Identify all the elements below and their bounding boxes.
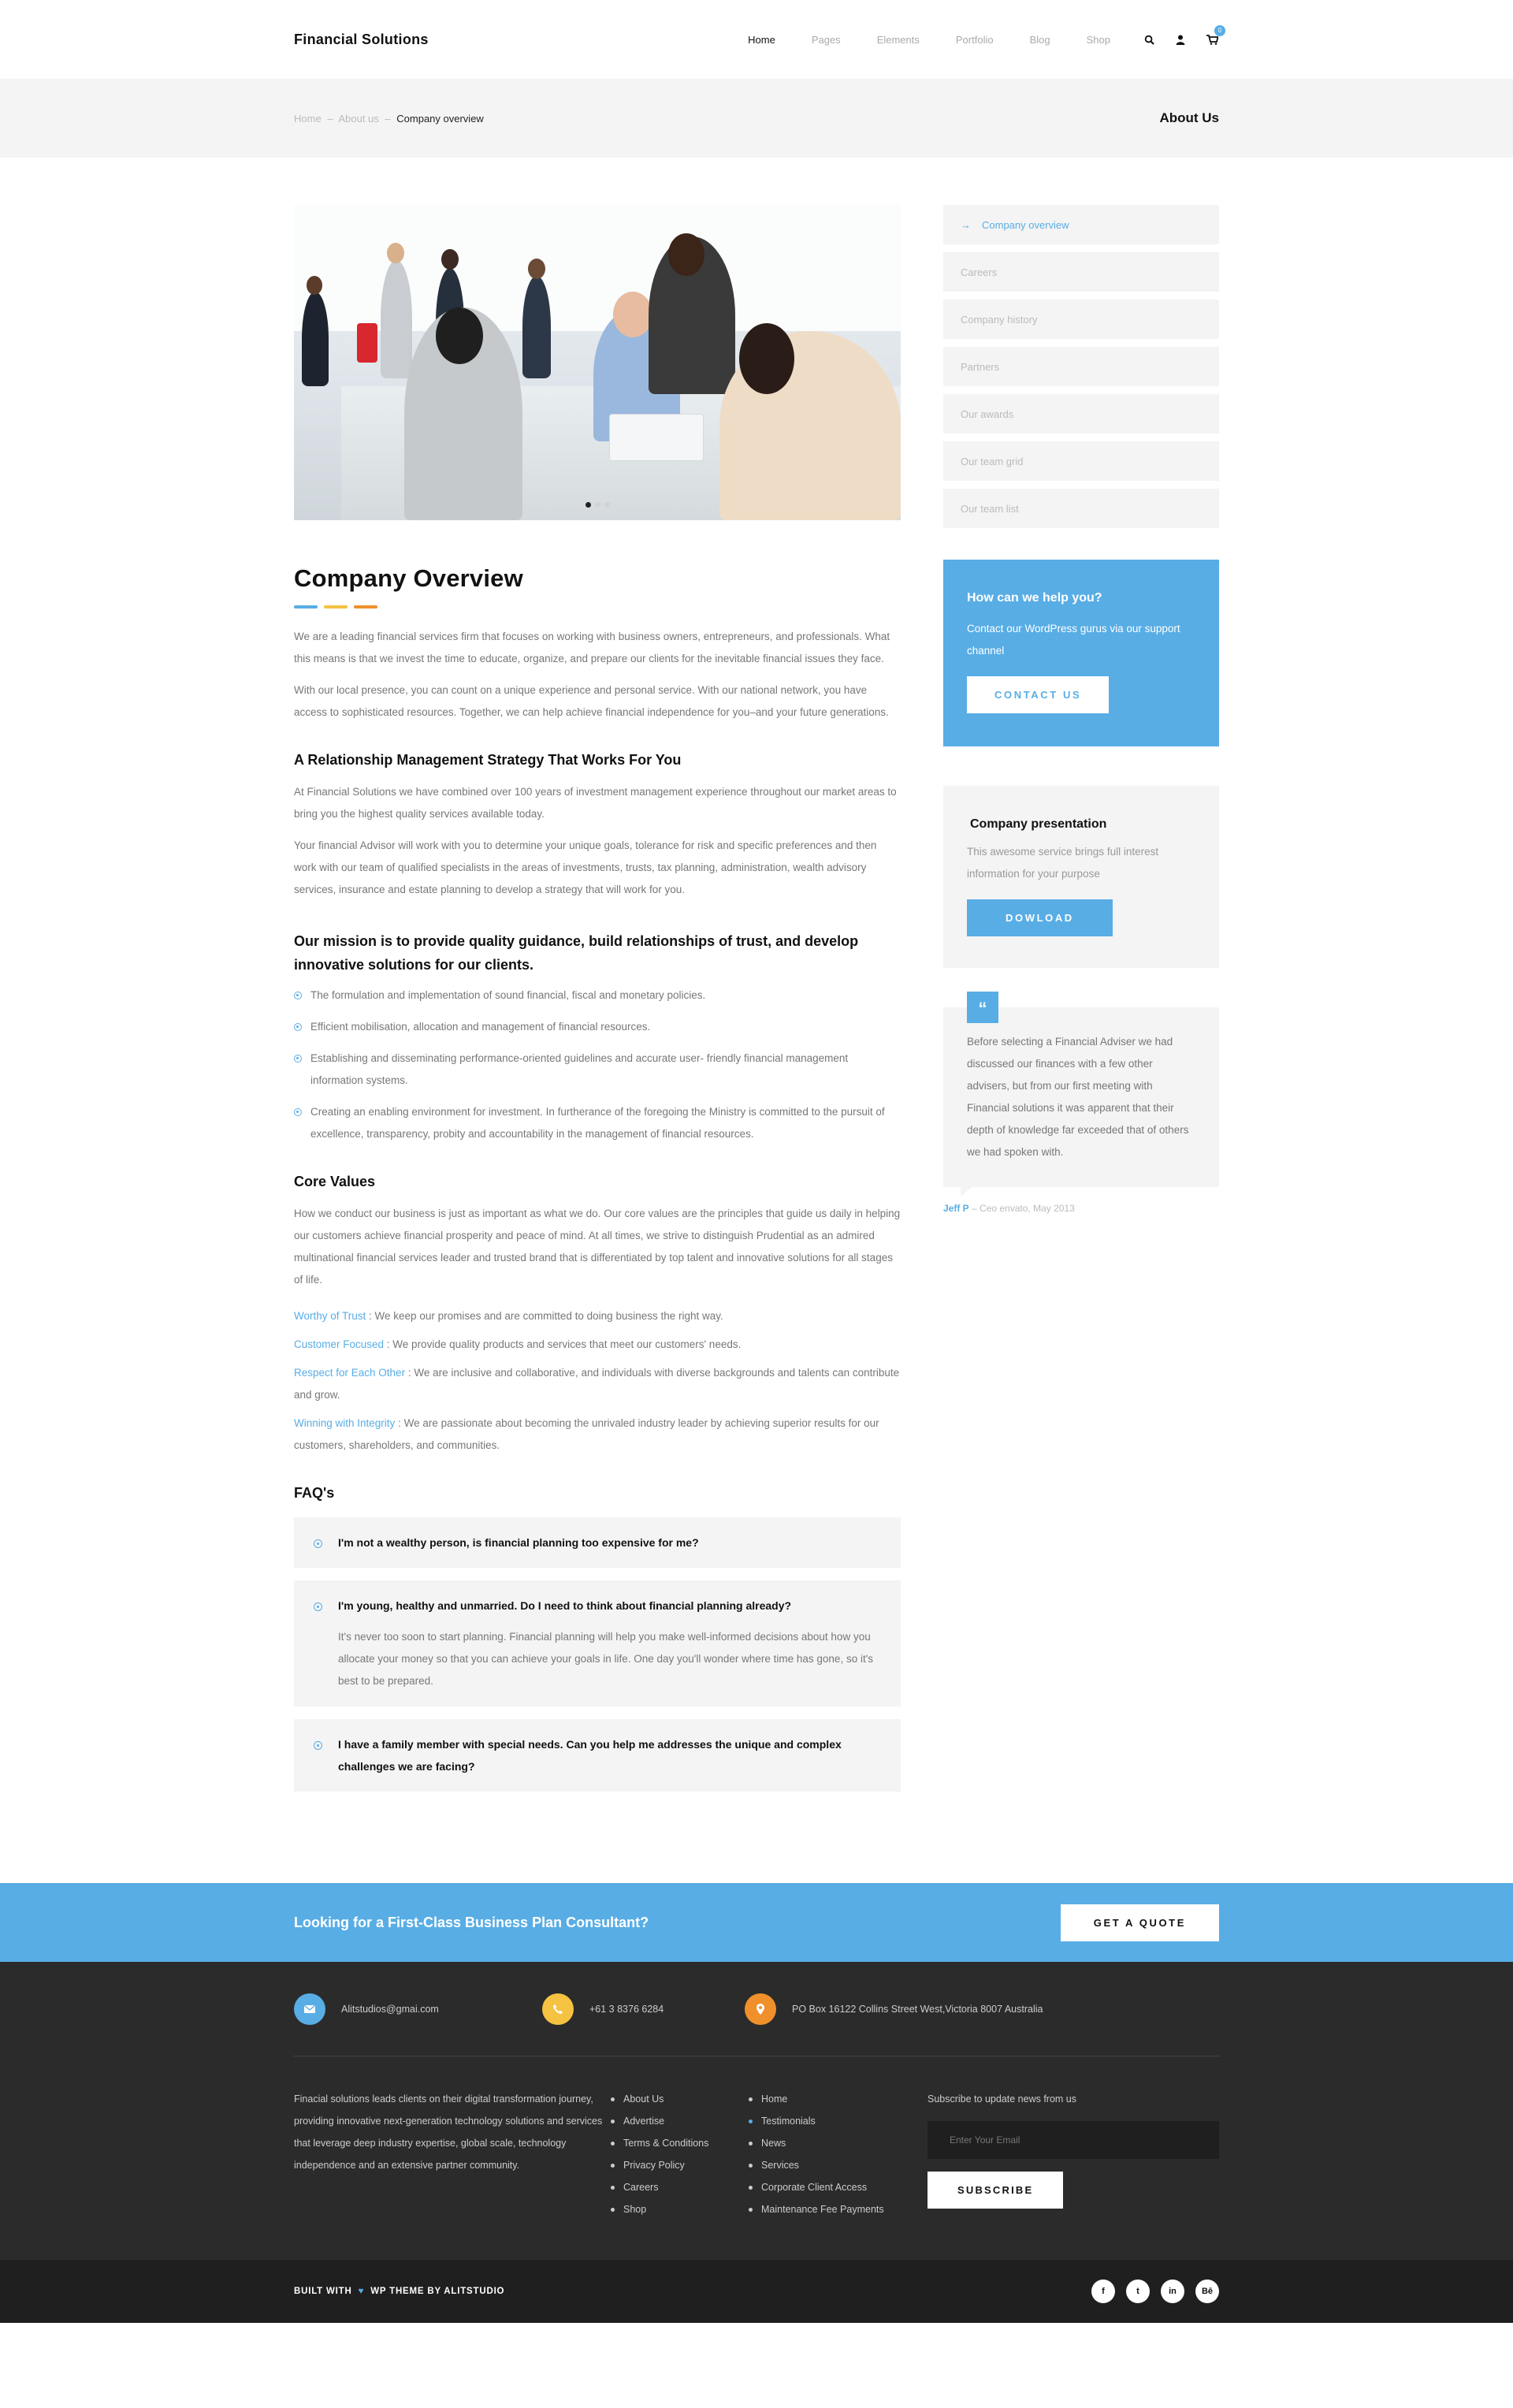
faq-item[interactable] bbox=[294, 1719, 901, 1792]
strategy-paragraph-2: Your financial Advisor will work with you to determine your unique goals, tolerance for risk and specific preferences and then work with our team of qualified specialists in the areas of investments, trusts, tax planning, administration, wealth advisory services, insurance and estate planning to develop a strategy that will work for you. bbox=[294, 839, 877, 895]
footer-link[interactable]: Shop bbox=[609, 2198, 747, 2220]
contact-address-text: PO Box 16122 Collins Street West,Victoria 8007 Australia bbox=[792, 2003, 1043, 2015]
help-text: Contact our WordPress gurus via our support channel bbox=[967, 623, 1180, 657]
author-meta: – Ceo envato, May 2013 bbox=[968, 1203, 1075, 1214]
value-key[interactable]: Respect for Each Other bbox=[294, 1367, 406, 1379]
linkedin-icon[interactable]: in bbox=[1161, 2280, 1184, 2303]
download-button[interactable]: DOWLOAD bbox=[967, 899, 1113, 936]
footer-link[interactable]: Home bbox=[747, 2088, 920, 2110]
sidebar-item-company-overview[interactable] bbox=[943, 205, 1219, 244]
twitter-icon[interactable]: t bbox=[1126, 2280, 1150, 2303]
search-icon[interactable] bbox=[1142, 32, 1156, 47]
sidebar-item-label: Company overview bbox=[982, 218, 1069, 231]
core-values-paragraph: How we conduct our business is just as important as what we do. Our core values are the principles that guide us daily in helping our customers achieve financial prosperity and peace of mind. At all times, we strive to distinguish Prudential as an admired multinational financial services leader and trusted brand that is differentiated by top talent and innovative solutions for all stages of life. bbox=[294, 1208, 901, 1286]
title-accent-bars bbox=[294, 605, 901, 609]
footer-about: Finacial solutions leads clients on their digital transformation journey, providing innovative next-generation technology solutions and services that leverage deep industry expertise, global scale, technology independence and an extensive partner community. bbox=[294, 2094, 603, 2171]
footer-subscribe bbox=[928, 2088, 1219, 2220]
get-a-quote-button[interactable]: GET A QUOTE bbox=[1061, 1904, 1219, 1941]
slider-dots bbox=[585, 502, 610, 508]
sidebar-item-company-history[interactable] bbox=[943, 300, 1219, 339]
mission-title: Our mission is to provide quality guidance, build relationships of trust, and develop innovative solutions for our clients. bbox=[294, 933, 859, 973]
help-title: How can we help you? bbox=[967, 591, 1102, 605]
strategy-paragraph-1: At Financial Solutions we have combined over 100 years of investment management experience throughout our market areas to bring you the highest quality services available today. bbox=[294, 786, 897, 820]
help-box bbox=[943, 560, 1219, 746]
footer-link[interactable]: Terms & Conditions bbox=[609, 2132, 747, 2154]
contact-email bbox=[294, 1993, 542, 2025]
sidebar-item-label: Our team list bbox=[961, 502, 1019, 515]
footer-link[interactable]: About Us bbox=[609, 2088, 747, 2110]
value-key[interactable]: Winning with Integrity bbox=[294, 1417, 396, 1429]
site-footer bbox=[0, 1962, 1513, 2323]
nav-elements[interactable]: Elements bbox=[876, 33, 920, 46]
sidebar-item-team-list[interactable] bbox=[943, 489, 1219, 528]
value-text: : We keep our promises and are committed to doing business the right way. bbox=[366, 1310, 723, 1322]
sidebar-item-label: Partners bbox=[961, 360, 1000, 373]
main-content bbox=[294, 205, 901, 1804]
value-text: : We are passionate about becoming the unrivaled industry leader by achieving superior results for our customers, shareholders, and communities. bbox=[294, 1417, 879, 1451]
nav-portfolio[interactable]: Portfolio bbox=[955, 33, 994, 46]
nav-blog[interactable]: Blog bbox=[1029, 33, 1050, 46]
faq-title: FAQ's bbox=[294, 1485, 335, 1501]
circle-bullet-icon bbox=[294, 1023, 302, 1031]
breadcrumb-about[interactable]: About us bbox=[338, 112, 379, 125]
main-section bbox=[0, 158, 1513, 1883]
cart-count-badge: 0 bbox=[1214, 25, 1225, 36]
phone-icon bbox=[542, 1993, 574, 2025]
sidebar-item-label: Company history bbox=[961, 313, 1038, 326]
site-logo[interactable]: Financial Solutions bbox=[294, 31, 429, 47]
footer-link[interactable]: Testimonials bbox=[747, 2110, 920, 2132]
overview-paragraph-2: With our local presence, you can count on a unique experience and personal service. With our national network, you have access to sophisticated resources. Together, we can help achieve financial independence for you–and your future generations. bbox=[294, 684, 889, 718]
credits bbox=[294, 2287, 504, 2296]
contact-phone-text[interactable]: +61 3 8376 6284 bbox=[589, 2003, 664, 2015]
list-item bbox=[294, 1101, 901, 1145]
sidebar-item-partners[interactable] bbox=[943, 347, 1219, 386]
background-person-head bbox=[387, 243, 404, 263]
sidebar bbox=[943, 205, 1219, 1214]
list-item bbox=[294, 1048, 901, 1092]
footer-link[interactable]: Advertise bbox=[609, 2110, 747, 2132]
page-titlebar bbox=[0, 79, 1513, 158]
accent-bar-orange bbox=[354, 605, 377, 609]
site-header bbox=[0, 0, 1513, 79]
list-item bbox=[294, 984, 901, 1007]
faq-answer: It's never too soon to start planning. Financial planning will help you make well-informed decisions about how you allocate your money so that you can achieve your goals in life. One day you'll wonder where time has gone, so it's best to be prepared. bbox=[338, 1631, 874, 1687]
sidebar-nav bbox=[943, 205, 1219, 528]
presentation-text: This awesome service brings full interest information for your purpose bbox=[967, 846, 1159, 880]
footer-link[interactable]: Services bbox=[747, 2154, 920, 2176]
breadcrumb-current: Company overview bbox=[396, 112, 484, 125]
value-row bbox=[294, 1334, 901, 1356]
presentation-box bbox=[943, 786, 1219, 968]
main-nav bbox=[712, 27, 1222, 47]
red-chair bbox=[357, 323, 377, 363]
mission-item-text: Creating an enabling environment for investment. In furtherance of the foregoing the Ministry is committed to the pursuit of excellence, transparency, probity and accountability in the management of financial resources. bbox=[310, 1106, 885, 1140]
sidebar-item-team-grid[interactable] bbox=[943, 441, 1219, 481]
quote-icon: “ bbox=[967, 992, 998, 1023]
hero-image-slider[interactable] bbox=[294, 205, 901, 520]
email-input[interactable]: Enter Your Email bbox=[928, 2121, 1219, 2159]
footer-columns bbox=[294, 2056, 1219, 2260]
envelope-icon bbox=[294, 1993, 325, 2025]
breadcrumb-separator: – bbox=[327, 112, 333, 125]
sidebar-item-our-awards[interactable] bbox=[943, 394, 1219, 434]
nav-home[interactable]: Home bbox=[748, 33, 775, 46]
value-row bbox=[294, 1305, 901, 1327]
cart-icon[interactable] bbox=[1205, 27, 1222, 47]
woman-head bbox=[739, 323, 794, 394]
subscribe-label: Subscribe to update news from us bbox=[928, 2094, 1076, 2105]
list-item bbox=[294, 1016, 901, 1038]
background-person bbox=[381, 260, 412, 378]
core-values-list bbox=[294, 1305, 901, 1457]
background-person bbox=[522, 276, 551, 378]
breadcrumb-home[interactable]: Home bbox=[294, 112, 322, 125]
footer-link[interactable]: Privacy Policy bbox=[609, 2154, 747, 2176]
overview-title: Company Overview bbox=[294, 564, 523, 592]
heart-icon: ♥ bbox=[358, 2287, 365, 2296]
mission-item-text: Establishing and disseminating performance-oriented guidelines and accurate user- friendly financial management information systems. bbox=[310, 1052, 849, 1086]
background-person-head bbox=[307, 276, 322, 295]
testimonial-text: Before selecting a Financial Adviser we had discussed our finances with a few other advisers, but from our first meeting with Financial solutions it was apparent that their depth of knowledge far exceeded that of others we had spoken with. bbox=[967, 1036, 1189, 1158]
value-text: : We provide quality products and services that meet our customers' needs. bbox=[384, 1338, 742, 1350]
credits-built-with: BUILT WITH bbox=[294, 2287, 352, 2296]
cta-text: Looking for a First-Class Business Plan Consultant? bbox=[294, 1914, 649, 1930]
footer-contacts bbox=[294, 1962, 1219, 2056]
faq-item[interactable] bbox=[294, 1517, 901, 1568]
arrow-right-icon: → bbox=[961, 218, 971, 231]
man-head bbox=[668, 233, 704, 276]
overview-paragraph-1: We are a leading financial services firm that focuses on working with business owners, entrepreneurs, and professionals. What this means is that we invest the time to educate, organize, and prepare our clients for the inevitable financial issues they face. bbox=[294, 631, 890, 664]
presentation-title: Company presentation bbox=[970, 817, 1107, 831]
behance-icon[interactable]: Bē bbox=[1195, 2280, 1219, 2303]
testimonial bbox=[943, 999, 1219, 1187]
footer-link[interactable]: Careers bbox=[609, 2176, 747, 2198]
contact-email-text[interactable]: Alitstudios@gmai.com bbox=[341, 2003, 439, 2015]
cta-strip bbox=[0, 1883, 1513, 1962]
slider-dot[interactable] bbox=[604, 502, 610, 508]
circle-bullet-icon bbox=[294, 1055, 302, 1063]
slider-dot[interactable] bbox=[595, 502, 600, 508]
footer-link[interactable]: News bbox=[747, 2132, 920, 2154]
breadcrumb bbox=[294, 113, 484, 125]
strategy-title: A Relationship Management Strategy That Works For You bbox=[294, 752, 682, 768]
social-links bbox=[1091, 2280, 1219, 2303]
contact-phone bbox=[542, 1993, 745, 2025]
value-row bbox=[294, 1362, 901, 1406]
breadcrumb-separator: – bbox=[385, 112, 391, 125]
value-row bbox=[294, 1412, 901, 1457]
faq-question[interactable]: I'm young, healthy and unmarried. Do I need to think about financial planning already? bbox=[338, 1599, 792, 1612]
sidebar-item-label: Our team grid bbox=[961, 455, 1024, 467]
slider-dot[interactable] bbox=[585, 502, 591, 508]
circle-bullet-icon bbox=[314, 1539, 322, 1548]
circle-bullet-icon bbox=[294, 992, 302, 999]
core-values-title: Core Values bbox=[294, 1174, 376, 1189]
sidebar-item-label: Careers bbox=[961, 266, 998, 278]
contact-address bbox=[745, 1993, 1043, 2025]
man-head bbox=[436, 307, 483, 364]
sidebar-item-careers[interactable] bbox=[943, 252, 1219, 292]
page-title: About Us bbox=[1159, 110, 1219, 125]
facebook-icon[interactable]: f bbox=[1091, 2280, 1115, 2303]
mission-item-text: Efficient mobilisation, allocation and management of financial resources. bbox=[310, 1021, 651, 1033]
nav-pages[interactable]: Pages bbox=[811, 33, 841, 46]
circle-bullet-icon bbox=[314, 1741, 322, 1750]
map-pin-icon bbox=[745, 1993, 776, 2025]
faq-question[interactable]: I have a family member with special needs. Can you help me addresses the unique and complex challenges we are facing? bbox=[338, 1738, 842, 1773]
footer-links-2 bbox=[747, 2088, 920, 2220]
background-person-head bbox=[528, 259, 545, 279]
mission-list bbox=[294, 984, 901, 1145]
accent-bar-blue bbox=[294, 605, 318, 609]
circle-bullet-icon bbox=[314, 1602, 322, 1611]
credits-theme-by: WP THEME BY ALITSTUDIO bbox=[370, 2287, 505, 2296]
faq-question[interactable]: I'm not a wealthy person, is financial planning too expensive for me? bbox=[338, 1536, 699, 1549]
background-person bbox=[302, 292, 329, 386]
sidebar-item-label: Our awards bbox=[961, 408, 1014, 420]
mission-item-text: The formulation and implementation of sound financial, fiscal and monetary policies. bbox=[310, 989, 706, 1001]
faq-item-expanded[interactable] bbox=[294, 1580, 901, 1706]
author-name: Jeff P bbox=[943, 1203, 969, 1214]
background-person-head bbox=[441, 249, 459, 270]
footer-link[interactable]: Corporate Client Access bbox=[747, 2176, 920, 2198]
testimonial-author bbox=[943, 1203, 1219, 1214]
laptop bbox=[609, 414, 704, 461]
footer-links-1 bbox=[609, 2088, 747, 2220]
value-key[interactable]: Worthy of Trust bbox=[294, 1310, 366, 1322]
circle-bullet-icon bbox=[294, 1108, 302, 1116]
subscribe-button[interactable]: SUBSCRIBE bbox=[928, 2172, 1063, 2209]
value-text: : We are inclusive and collaborative, and individuals with diverse backgrounds and talents can contribute and grow. bbox=[294, 1367, 900, 1401]
accent-bar-yellow bbox=[324, 605, 348, 609]
header-icons bbox=[1142, 27, 1222, 47]
user-icon[interactable] bbox=[1173, 32, 1188, 47]
contact-us-button[interactable]: CONTACT US bbox=[967, 676, 1109, 713]
value-key[interactable]: Customer Focused bbox=[294, 1338, 385, 1350]
footer-bottom-bar bbox=[0, 2260, 1513, 2323]
nav-shop[interactable]: Shop bbox=[1086, 33, 1110, 46]
footer-link[interactable]: Maintenance Fee Payments bbox=[747, 2198, 920, 2220]
man-head bbox=[613, 292, 652, 337]
